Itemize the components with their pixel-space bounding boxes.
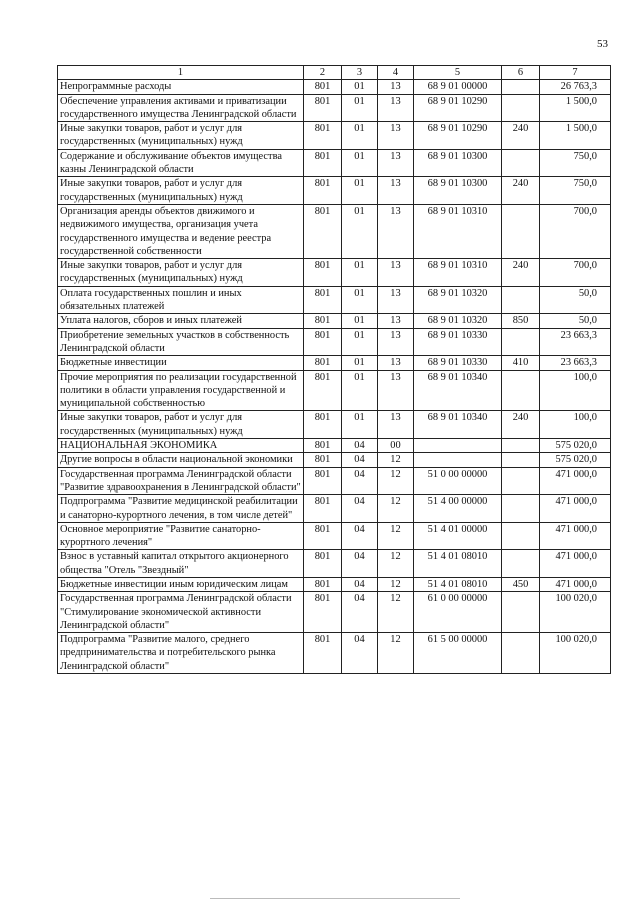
target-code-cell: 68 9 01 10300 bbox=[414, 149, 502, 177]
subsection-cell: 13 bbox=[378, 177, 414, 205]
table-row bbox=[58, 467, 611, 495]
target-code-cell: 68 9 01 10310 bbox=[414, 259, 502, 287]
amount-cell: 23 663,3 bbox=[540, 328, 611, 356]
subsection-cell: 13 bbox=[378, 259, 414, 287]
section-cell: 01 bbox=[342, 356, 378, 370]
column-header: 4 bbox=[378, 66, 414, 80]
target-code-cell: 68 9 01 10300 bbox=[414, 177, 502, 205]
column-header: 1 bbox=[58, 66, 304, 80]
table-row bbox=[58, 411, 611, 439]
subsection-cell: 13 bbox=[378, 149, 414, 177]
target-code-cell: 68 9 01 10320 bbox=[414, 314, 502, 328]
gl-code-cell: 801 bbox=[304, 94, 342, 122]
budget-table bbox=[57, 65, 611, 674]
column-header: 3 bbox=[342, 66, 378, 80]
table-row bbox=[58, 439, 611, 453]
table-row bbox=[58, 633, 611, 674]
target-code-cell: 68 9 01 10290 bbox=[414, 122, 502, 150]
target-code-cell: 68 9 01 10310 bbox=[414, 204, 502, 258]
table-row bbox=[58, 328, 611, 356]
gl-code-cell: 801 bbox=[304, 453, 342, 467]
expense-type-cell: 240 bbox=[502, 259, 540, 287]
row-name: Уплата налогов, сборов и иных платежей bbox=[58, 314, 304, 328]
section-cell: 01 bbox=[342, 204, 378, 258]
gl-code-cell: 801 bbox=[304, 259, 342, 287]
table-row bbox=[58, 80, 611, 94]
target-code-cell: 51 4 01 08010 bbox=[414, 550, 502, 578]
gl-code-cell: 801 bbox=[304, 149, 342, 177]
amount-cell: 700,0 bbox=[540, 204, 611, 258]
row-name: Непрограммные расходы bbox=[58, 80, 304, 94]
subsection-cell: 13 bbox=[378, 204, 414, 258]
amount-cell: 575 020,0 bbox=[540, 439, 611, 453]
row-name: Подпрограмма "Развитие малого, среднего предпринимательства и потребительского рынка Ленинградской области" bbox=[58, 633, 304, 674]
table-row bbox=[58, 356, 611, 370]
page-number: 53 bbox=[597, 38, 608, 50]
amount-cell: 100,0 bbox=[540, 411, 611, 439]
section-cell: 01 bbox=[342, 286, 378, 314]
expense-type-cell: 240 bbox=[502, 122, 540, 150]
amount-cell: 1 500,0 bbox=[540, 94, 611, 122]
amount-cell: 471 000,0 bbox=[540, 550, 611, 578]
section-cell: 01 bbox=[342, 259, 378, 287]
table-row bbox=[58, 550, 611, 578]
subsection-cell: 12 bbox=[378, 633, 414, 674]
subsection-cell: 12 bbox=[378, 467, 414, 495]
section-cell: 04 bbox=[342, 592, 378, 633]
row-name: Взнос в уставный капитал открытого акционерного общества "Отель "Звездный" bbox=[58, 550, 304, 578]
table-row bbox=[58, 370, 611, 411]
amount-cell: 50,0 bbox=[540, 314, 611, 328]
expense-type-cell bbox=[502, 204, 540, 258]
expense-type-cell bbox=[502, 453, 540, 467]
section-cell: 01 bbox=[342, 94, 378, 122]
row-name: Прочие мероприятия по реализации государственной политики в области управления государственной и муниципальной собственностью bbox=[58, 370, 304, 411]
amount-cell: 471 000,0 bbox=[540, 577, 611, 591]
section-cell: 01 bbox=[342, 80, 378, 94]
expense-type-cell bbox=[502, 522, 540, 550]
gl-code-cell: 801 bbox=[304, 204, 342, 258]
amount-cell: 100,0 bbox=[540, 370, 611, 411]
section-cell: 01 bbox=[342, 177, 378, 205]
target-code-cell: 68 9 01 10340 bbox=[414, 411, 502, 439]
target-code-cell: 68 9 01 10290 bbox=[414, 94, 502, 122]
amount-cell: 700,0 bbox=[540, 259, 611, 287]
column-header: 5 bbox=[414, 66, 502, 80]
target-code-cell: 51 4 01 00000 bbox=[414, 522, 502, 550]
section-cell: 04 bbox=[342, 577, 378, 591]
target-code-cell bbox=[414, 453, 502, 467]
row-name: Основное мероприятие "Развитие санаторно-курортного лечения" bbox=[58, 522, 304, 550]
subsection-cell: 13 bbox=[378, 80, 414, 94]
expense-type-cell bbox=[502, 467, 540, 495]
amount-cell: 50,0 bbox=[540, 286, 611, 314]
row-name: Оплата государственных пошлин и иных обязательных платежей bbox=[58, 286, 304, 314]
subsection-cell: 13 bbox=[378, 122, 414, 150]
target-code-cell: 51 4 00 00000 bbox=[414, 495, 502, 523]
target-code-cell: 61 5 00 00000 bbox=[414, 633, 502, 674]
subsection-cell: 12 bbox=[378, 495, 414, 523]
row-name: Другие вопросы в области национальной экономики bbox=[58, 453, 304, 467]
expense-type-cell: 850 bbox=[502, 314, 540, 328]
section-cell: 01 bbox=[342, 149, 378, 177]
row-name: Обеспечение управления активами и приватизации государственного имущества Ленинградской области bbox=[58, 94, 304, 122]
row-name: Государственная программа Ленинградской области "Стимулирование экономической активности Ленинградской области" bbox=[58, 592, 304, 633]
subsection-cell: 12 bbox=[378, 577, 414, 591]
table-row bbox=[58, 259, 611, 287]
target-code-cell: 51 0 00 00000 bbox=[414, 467, 502, 495]
gl-code-cell: 801 bbox=[304, 370, 342, 411]
subsection-cell: 00 bbox=[378, 439, 414, 453]
section-cell: 04 bbox=[342, 522, 378, 550]
row-name: Иные закупки товаров, работ и услуг для государственных (муниципальных) нужд bbox=[58, 411, 304, 439]
gl-code-cell: 801 bbox=[304, 411, 342, 439]
section-cell: 04 bbox=[342, 550, 378, 578]
table-row bbox=[58, 177, 611, 205]
gl-code-cell: 801 bbox=[304, 592, 342, 633]
gl-code-cell: 801 bbox=[304, 356, 342, 370]
gl-code-cell: 801 bbox=[304, 328, 342, 356]
gl-code-cell: 801 bbox=[304, 577, 342, 591]
amount-cell: 575 020,0 bbox=[540, 453, 611, 467]
amount-cell: 471 000,0 bbox=[540, 522, 611, 550]
row-name: НАЦИОНАЛЬНАЯ ЭКОНОМИКА bbox=[58, 439, 304, 453]
amount-cell: 750,0 bbox=[540, 177, 611, 205]
expense-type-cell bbox=[502, 94, 540, 122]
row-name: Иные закупки товаров, работ и услуг для государственных (муниципальных) нужд bbox=[58, 122, 304, 150]
expense-type-cell: 240 bbox=[502, 177, 540, 205]
table-row bbox=[58, 592, 611, 633]
subsection-cell: 13 bbox=[378, 370, 414, 411]
target-code-cell: 68 9 01 10320 bbox=[414, 286, 502, 314]
row-name: Бюджетные инвестиции bbox=[58, 356, 304, 370]
target-code-cell: 68 9 01 10330 bbox=[414, 356, 502, 370]
row-name: Иные закупки товаров, работ и услуг для государственных (муниципальных) нужд bbox=[58, 259, 304, 287]
target-code-cell: 68 9 01 10330 bbox=[414, 328, 502, 356]
table-row bbox=[58, 314, 611, 328]
section-cell: 04 bbox=[342, 633, 378, 674]
amount-cell: 471 000,0 bbox=[540, 495, 611, 523]
gl-code-cell: 801 bbox=[304, 633, 342, 674]
gl-code-cell: 801 bbox=[304, 122, 342, 150]
bottom-rule bbox=[210, 898, 460, 899]
section-cell: 01 bbox=[342, 411, 378, 439]
gl-code-cell: 801 bbox=[304, 439, 342, 453]
gl-code-cell: 801 bbox=[304, 80, 342, 94]
subsection-cell: 13 bbox=[378, 411, 414, 439]
table-row bbox=[58, 286, 611, 314]
expense-type-cell bbox=[502, 550, 540, 578]
column-header: 6 bbox=[502, 66, 540, 80]
gl-code-cell: 801 bbox=[304, 286, 342, 314]
expense-type-cell bbox=[502, 80, 540, 94]
gl-code-cell: 801 bbox=[304, 177, 342, 205]
row-name: Бюджетные инвестиции иным юридическим лицам bbox=[58, 577, 304, 591]
expense-type-cell: 410 bbox=[502, 356, 540, 370]
amount-cell: 471 000,0 bbox=[540, 467, 611, 495]
table-row bbox=[58, 453, 611, 467]
section-cell: 01 bbox=[342, 122, 378, 150]
section-cell: 04 bbox=[342, 439, 378, 453]
column-header: 7 bbox=[540, 66, 611, 80]
gl-code-cell: 801 bbox=[304, 522, 342, 550]
subsection-cell: 13 bbox=[378, 328, 414, 356]
section-cell: 01 bbox=[342, 328, 378, 356]
expense-type-cell: 450 bbox=[502, 577, 540, 591]
gl-code-cell: 801 bbox=[304, 314, 342, 328]
expense-type-cell bbox=[502, 439, 540, 453]
table-row bbox=[58, 149, 611, 177]
column-header: 2 bbox=[304, 66, 342, 80]
row-name: Содержание и обслуживание объектов имущества казны Ленинградской области bbox=[58, 149, 304, 177]
subsection-cell: 13 bbox=[378, 286, 414, 314]
target-code-cell bbox=[414, 439, 502, 453]
table-row bbox=[58, 94, 611, 122]
table-row bbox=[58, 577, 611, 591]
subsection-cell: 12 bbox=[378, 550, 414, 578]
target-code-cell: 68 9 01 10340 bbox=[414, 370, 502, 411]
expense-type-cell bbox=[502, 370, 540, 411]
target-code-cell: 61 0 00 00000 bbox=[414, 592, 502, 633]
expense-type-cell: 240 bbox=[502, 411, 540, 439]
amount-cell: 23 663,3 bbox=[540, 356, 611, 370]
row-name: Приобретение земельных участков в собственность Ленинградской области bbox=[58, 328, 304, 356]
amount-cell: 1 500,0 bbox=[540, 122, 611, 150]
amount-cell: 26 763,3 bbox=[540, 80, 611, 94]
row-name: Организация аренды объектов движимого и недвижимого имущества, организация учета государственного имущества и ведение реестра государственной собственности bbox=[58, 204, 304, 258]
expense-type-cell bbox=[502, 495, 540, 523]
amount-cell: 100 020,0 bbox=[540, 592, 611, 633]
gl-code-cell: 801 bbox=[304, 495, 342, 523]
column-header-row bbox=[58, 66, 611, 80]
amount-cell: 750,0 bbox=[540, 149, 611, 177]
amount-cell: 100 020,0 bbox=[540, 633, 611, 674]
row-name: Государственная программа Ленинградской области "Развитие здравоохранения в Ленинградской области" bbox=[58, 467, 304, 495]
table-row bbox=[58, 522, 611, 550]
section-cell: 04 bbox=[342, 453, 378, 467]
subsection-cell: 13 bbox=[378, 356, 414, 370]
subsection-cell: 12 bbox=[378, 453, 414, 467]
gl-code-cell: 801 bbox=[304, 550, 342, 578]
section-cell: 04 bbox=[342, 495, 378, 523]
expense-type-cell bbox=[502, 592, 540, 633]
expense-type-cell bbox=[502, 633, 540, 674]
section-cell: 01 bbox=[342, 370, 378, 411]
target-code-cell: 68 9 01 00000 bbox=[414, 80, 502, 94]
section-cell: 04 bbox=[342, 467, 378, 495]
table-row bbox=[58, 495, 611, 523]
table-row bbox=[58, 122, 611, 150]
table-row bbox=[58, 204, 611, 258]
gl-code-cell: 801 bbox=[304, 467, 342, 495]
expense-type-cell bbox=[502, 328, 540, 356]
expense-type-cell bbox=[502, 286, 540, 314]
row-name: Иные закупки товаров, работ и услуг для государственных (муниципальных) нужд bbox=[58, 177, 304, 205]
section-cell: 01 bbox=[342, 314, 378, 328]
subsection-cell: 13 bbox=[378, 94, 414, 122]
target-code-cell: 51 4 01 08010 bbox=[414, 577, 502, 591]
expense-type-cell bbox=[502, 149, 540, 177]
subsection-cell: 12 bbox=[378, 592, 414, 633]
row-name: Подпрограмма "Развитие медицинской реабилитации и санаторно-курортного лечения, в том числе детей" bbox=[58, 495, 304, 523]
subsection-cell: 12 bbox=[378, 522, 414, 550]
subsection-cell: 13 bbox=[378, 314, 414, 328]
